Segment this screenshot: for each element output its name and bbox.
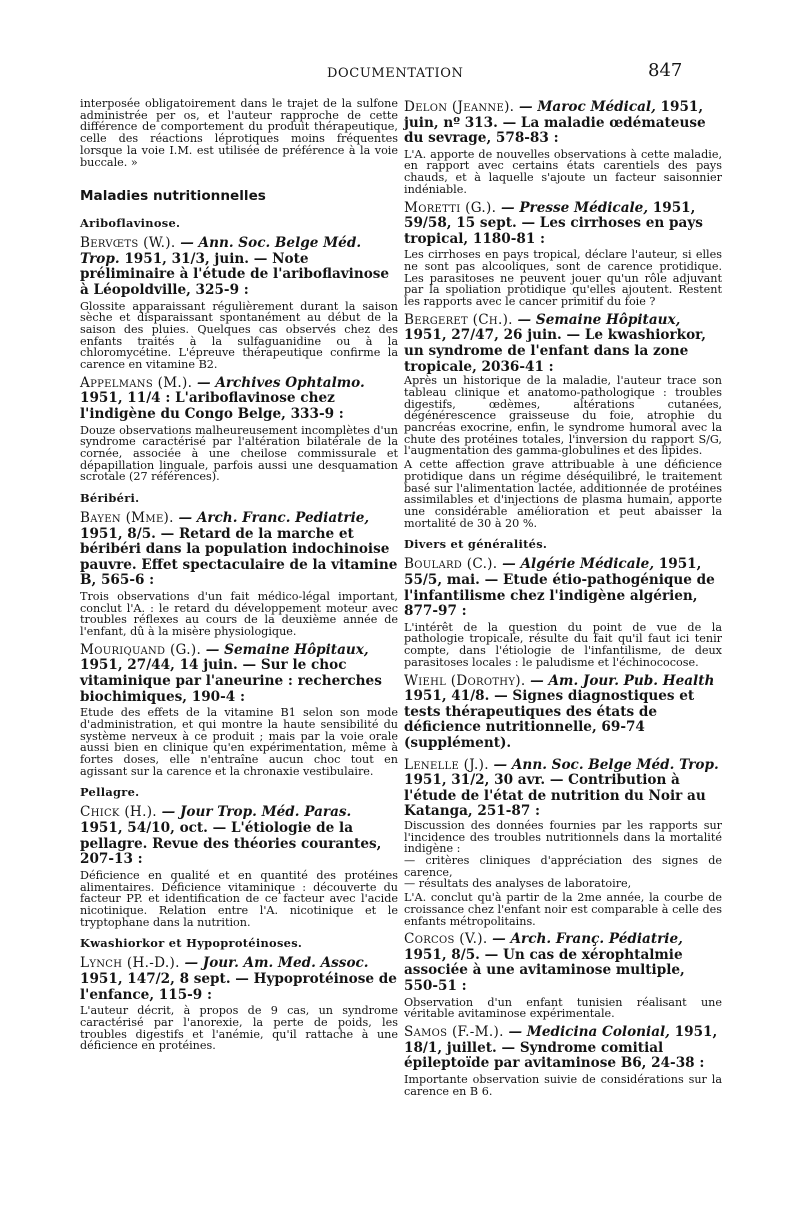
entry-abstract: Douze observations malheureusement incomplètes d'un syndrome caractérisé par l'altération bilatérale de la cornée, associée à une cheilose commissurale et dépapillation linguale, parfois aussi une desquamation scrotale (27 références).	[80, 423, 398, 484]
entry-abstract: Observation d'un enfant tunisien réalisant une véritable avitaminose expérimentale.	[404, 995, 722, 1021]
entry-title: 1951, 147/2, 8 sept. — Hypoprotéinose de l'enfance, 115-9 :	[80, 970, 397, 1003]
entry-title: 1951, 27/44, 14 juin. — Sur le choc vitaminique par l'aneurine : recherches biochimiques, 190-4 :	[80, 657, 382, 705]
subsection-kwashiorkor: Kwashiorkor et Hypoprotéinoses.	[80, 936, 303, 951]
entry-title: 1951, 59/58, 15 sept. — Les cirrhoses en pays tropical, 1180-81 :	[404, 199, 703, 247]
subsection-divers: Divers et généralités.	[404, 537, 548, 552]
entry-abstract: Trois observations d'un fait médico-légal important, conclut l'A. : le retard du développement moteur avec troubles réflexes au cours de la deuxième année de l'enfant, dû à la misère physiologique.	[80, 590, 398, 639]
section-title: Maladies nutritionnelles	[80, 188, 266, 205]
entry-author: Appelmans (M.).	[80, 374, 193, 391]
entry-journal: — Semaine Hôpitaux,	[201, 641, 369, 658]
entry-citation	[80, 511, 398, 589]
entry-abstract: L'A. conclut qu'à partir de la 2me année, la courbe de croissance chez l'enfant noir est comparable à celle des enfants métropolitains.	[404, 891, 722, 928]
entry-citation	[404, 313, 722, 375]
entry-title: 1951, juin, nº 313. — La maladie œdémateuse du sevrage, 578-83 :	[404, 99, 706, 147]
entry-title: 1951, 8/5. — Retard de la marche et béribéri dans la population indochinoise pauvre. Effet spectaculaire de la vitamine B, 565-6 :	[80, 525, 398, 589]
subsection-pellagre: Pellagre.	[80, 785, 140, 800]
entry-journal: — Arch. Franc. Pediatrie,	[173, 510, 370, 527]
subsection-beriberi: Béribéri.	[80, 491, 140, 506]
entry-title: 1951, 54/10, oct. — L'étiologie de la pellagre. Revue des théories courantes, 207-13 :	[80, 820, 382, 868]
entry-citation	[80, 376, 398, 423]
entry-journal: — Ann. Soc. Belge Méd. Trop.	[80, 235, 362, 267]
entry-journal: — Medicina Colonial,	[503, 1024, 670, 1041]
entry-citation	[404, 758, 722, 820]
intro-paragraph: interposée obligatoirement dans le trajet de la sulfone administrée per os, et l'auteur rapproche de cette différence de comportement du produit thérapeutique, celle des réactions léprotiques moins fréquentes lorsque la voie I.M. est utilisée de préférence à la voie buccale. »	[80, 97, 398, 169]
entry-title: 1951, 55/5, mai. — Etude étio-pathogénique de l'infantilisme chez l'indigène algérien, 877-97 :	[404, 556, 715, 620]
entry-journal: — Am. Jour. Pub. Health	[525, 672, 715, 689]
entry-author: Mouriquand (G.).	[80, 641, 202, 658]
entry-abstract: A cette affection grave attribuable à une déficience protidique dans un régime déséquilibré, le traitement basé sur l'alimentation lactée, additionnée de protéines assimilables et d'injections de plasma humain, apporte une considérable amélioration et peut abaisser la mortalité de 30 à 20 %.	[404, 458, 722, 530]
entry-citation	[404, 932, 722, 994]
entry-author: Delon (Jeanne).	[404, 99, 515, 115]
entry-citation	[80, 956, 398, 1003]
entry-citation	[80, 236, 398, 298]
entry-author: Bayen (Mme).	[80, 510, 174, 527]
entry-author: Boulard (C.).	[404, 556, 498, 573]
entry-journal: — Jour. Am. Med. Assoc.	[179, 955, 369, 972]
entry-author: Bervœts (W.).	[80, 235, 176, 252]
entry-abstract-item: — résultats des analyses de laboratoire,	[404, 877, 632, 891]
entry-journal: — Maroc Médical,	[514, 99, 656, 115]
page-header	[0, 62, 800, 86]
entry-journal: — Presse Médicale,	[496, 199, 649, 216]
entry-journal: — Arch. Franç. Pédiatrie,	[487, 931, 683, 948]
entry-journal: — Archives Ophtalmo.	[192, 374, 365, 391]
right-column	[404, 98, 722, 1102]
entry-journal: — Semaine Hôpitaux,	[512, 311, 681, 328]
entry-author: Lynch (H.-D.).	[80, 955, 180, 972]
entry-citation	[404, 557, 722, 619]
entry-abstract: Etude des effets de la vitamine B1 selon son mode d'administration, et qui montre la haute sensibilité du système nerveux à ce produit ; mais par la voie orale aussi bien en clinique qu'en expérimentation, même à fortes doses, elle n'entraîne aucun choc tout en agissant sur la carence et la chronaxie vestibulaire.	[80, 706, 398, 778]
entry-title: 1951, 8/5. — Un cas de xérophtalmie associée à une avitaminose multiple, 550-51 :	[404, 946, 685, 995]
entry-author: Bergeret (Ch.).	[404, 311, 513, 328]
entry-abstract: L'auteur décrit, à propos de 9 cas, un syndrome caractérisé par l'anorexie, la perte de poids, les troubles digestifs et l'anémie, qu'il rattache à une déficience en protéines.	[80, 1004, 398, 1053]
entry-citation	[404, 201, 722, 248]
entry-citation	[404, 1025, 722, 1072]
entry-citation	[404, 674, 722, 752]
entry-abstract: Après un historique de la maladie, l'auteur trace son tableau clinique et anatomo-pathologique : troubles digestifs, œdèmes, altérations cutanées, dégénérescence graisseuse du foie, atrophie du pancréas exocrine, enfin, le syndrome humoral avec la chute des protéines totales, l'inversion du rapport S/G, l'augmentation des gamma-globulines et des lipides.	[404, 374, 722, 458]
running-title: DOCUMENTATION	[327, 66, 464, 81]
entry-journal: — Algérie Médicale,	[497, 556, 655, 573]
entry-citation	[80, 805, 398, 867]
entry-abstract: Les cirrhoses en pays tropical, déclare l'auteur, si elles ne sont pas alcooliques, sont de carence protidique. Les parasitoses ne peuvent jouer qu'un rôle adjuvant par la spoliation protidique qu'elles ajoutent. Restent les rapports avec le cancer primitif du foie ?	[404, 248, 722, 309]
entry-title: 1951, 31/3, juin. — Note préliminaire à l'étude de l'ariboflavinose à Léopoldville, 325-9 :	[80, 250, 390, 298]
entry-abstract: L'A. apporte de nouvelles observations à cette maladie, en rapport avec certains états carentiels des pays chauds, et à laquelle s'ajoute un facteur saisonnier indéniable.	[404, 147, 722, 196]
entry-title: 1951, 31/2, 30 avr. — Contribution à l'étude de l'état de nutrition du Noir au Katanga, 251-87 :	[404, 772, 706, 820]
entry-title: 1951, 18/1, juillet. — Syndrome comitial épileptoïde par avitaminose B6, 24-38 :	[404, 1024, 718, 1072]
entry-citation	[80, 643, 398, 705]
entry-author: Chick (H.).	[80, 804, 157, 821]
entry-abstract: Discussion des données fournies par les rapports sur l'incidence des troubles nutritionnels dans la mortalité indigène :	[404, 818, 722, 856]
subsection-ariboflavinose: Ariboflavinose.	[80, 216, 181, 231]
entry-abstract: Déficience en qualité et en quantité des protéines alimentaires. Déficience vitaminique : découverte du facteur PP. et identification de ce facteur avec l'acide nicotinique. Relation entre l'A. nicotinique et le tryptophane dans la nutrition.	[80, 868, 398, 929]
page-number: 847	[648, 60, 683, 81]
entry-author: Samos (F.-M.).	[404, 1024, 504, 1041]
entry-title: 1951, 11/4 : L'ariboflavinose chez l'indigène du Congo Belge, 333-9 :	[80, 390, 344, 422]
entry-abstract: L'intérêt de la question du point de vue de la pathologie tropicale, résulte du fait qu'il faut ici tenir compte, dans l'étiologie de l'infantilisme, de deux parasitoses locales : le paludisme et l'échinococose.	[404, 620, 722, 669]
entry-author: Lenelle (J.).	[404, 756, 489, 773]
entry-author: Corcos (V.).	[404, 931, 488, 948]
entry-title: 1951, 41/8. — Signes diagnostiques et tests thérapeutiques des états de déficience nutritionnelle, 69-74 (supplément).	[404, 688, 695, 751]
entry-citation	[404, 100, 722, 147]
left-column	[80, 98, 398, 1057]
entry-abstract: Importante observation suivie de considérations sur la carence en B 6.	[404, 1072, 722, 1098]
entry-author: Wiehl (Dorothy).	[404, 672, 526, 689]
entry-abstract-item: — critères cliniques d'appréciation des signes de carence,	[404, 854, 722, 879]
entry-journal: — Jour Trop. Méd. Paras.	[156, 804, 352, 821]
entry-abstract: Glossite apparaissant régulièrement durant la saison sèche et disparaissant spontanément au début de la saison des pluies. Quelques cas observés chez des enfants traités à la sulfaguanidine ou à la chloromycétine. L'épreuve thérapeutique confirme la carence en vitamine B2.	[80, 299, 398, 372]
entry-author: Moretti (G.).	[404, 199, 497, 216]
entry-journal: — Ann. Soc. Belge Méd. Trop.	[488, 756, 719, 773]
entry-title: 1951, 27/47, 26 juin. — Le kwashiorkor, un syndrome de l'enfant dans la zone tropicale, 2036-41 :	[404, 327, 707, 375]
